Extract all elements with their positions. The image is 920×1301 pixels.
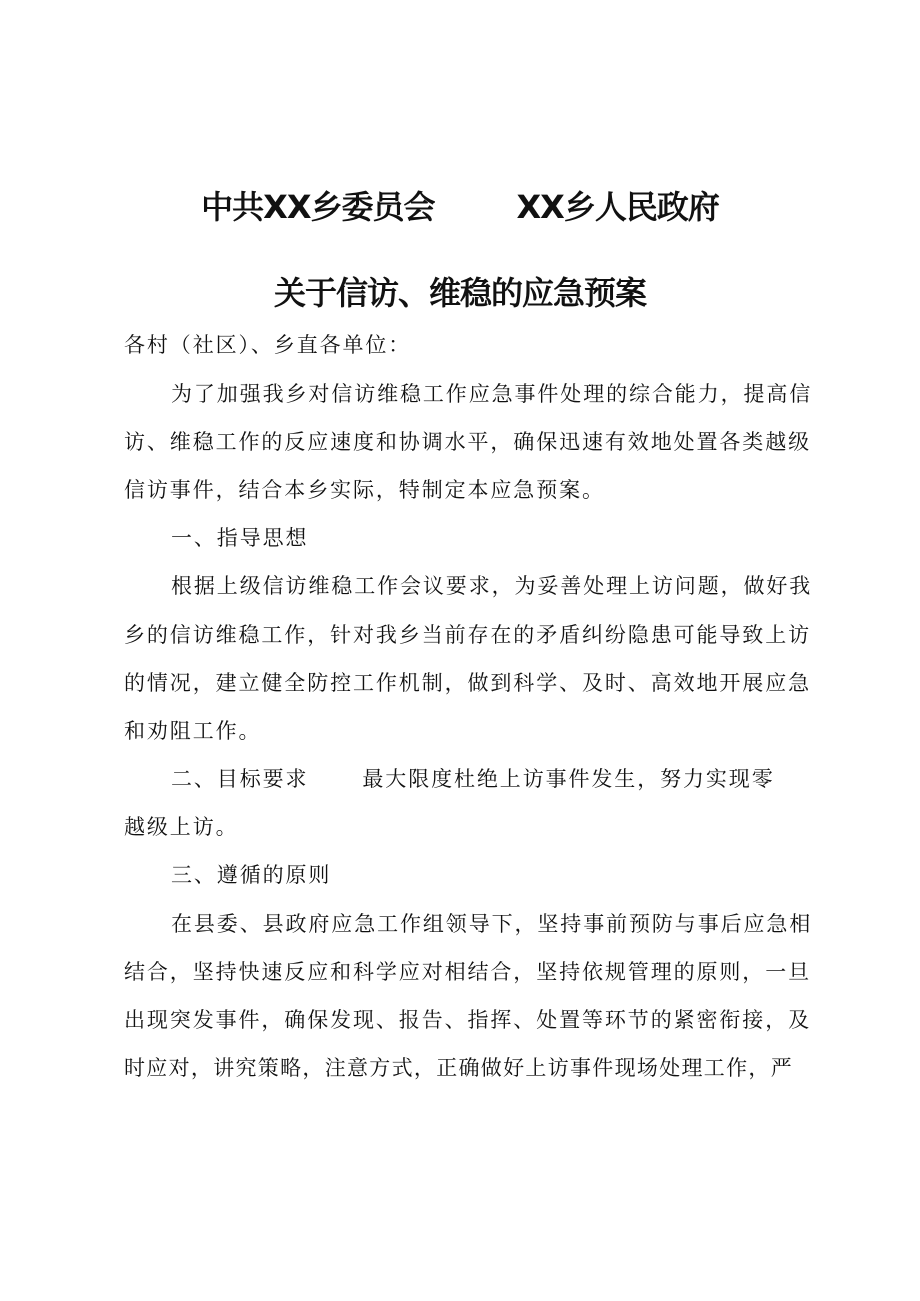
section3-line: 在县委、县政府应急工作组领导下，坚持事前预防与事后应急相 xyxy=(171,912,813,936)
party-committee-name: 中共XX乡委员会 xyxy=(201,188,435,226)
section1-line: 根据上级信访维稳工作会议要求，为妥善处理上访问题，做好我 xyxy=(171,574,813,598)
document-title: 关于信访、维稳的应急预案 xyxy=(273,274,646,312)
intro-line: 为了加强我乡对信访维稳工作应急事件处理的综合能力，提高信 xyxy=(171,382,813,406)
intro-line: 信访事件，结合本乡实际，特制定本应急预案。 xyxy=(124,478,605,502)
section2-line xyxy=(171,765,871,793)
section1-line: 和劝阻工作。 xyxy=(124,719,262,743)
section3-line: 结合，坚持快速反应和科学应对相结合，坚持依规管理的原则，一旦 xyxy=(124,960,811,984)
section-heading-goals: 二、目标要求 xyxy=(171,767,309,791)
section-heading-principles: 三、遵循的原则 xyxy=(171,863,332,887)
salutation: 各村（社区）、乡直各单位： xyxy=(124,333,412,357)
section2-continuation: 越级上访。 xyxy=(124,815,239,839)
section3-line: 出现突发事件，确保发现、报告、指挥、处置等环节的紧密衔接，及 xyxy=(124,1008,811,1032)
intro-line: 访、维稳工作的反应速度和协调水平，确保迅速有效地处置各类越级 xyxy=(124,430,811,454)
section1-line: 乡的信访维稳工作，针对我乡当前存在的矛盾纠纷隐患可能导致上访 xyxy=(124,623,811,647)
section3-line: 时应对，讲究策略，注意方式，正确做好上访事件现场处理工作，严 xyxy=(124,1056,793,1080)
government-name: XX乡人民政府 xyxy=(516,188,719,226)
section2-text: 最大限度杜绝上访事件发生，努力实现零 xyxy=(362,767,775,791)
section-heading-guiding-thought: 一、指导思想 xyxy=(171,526,309,550)
section1-line: 的情况，建立健全防控工作机制，做到科学、及时、高效地开展应急 xyxy=(124,671,811,695)
issuing-organizations xyxy=(0,187,920,227)
